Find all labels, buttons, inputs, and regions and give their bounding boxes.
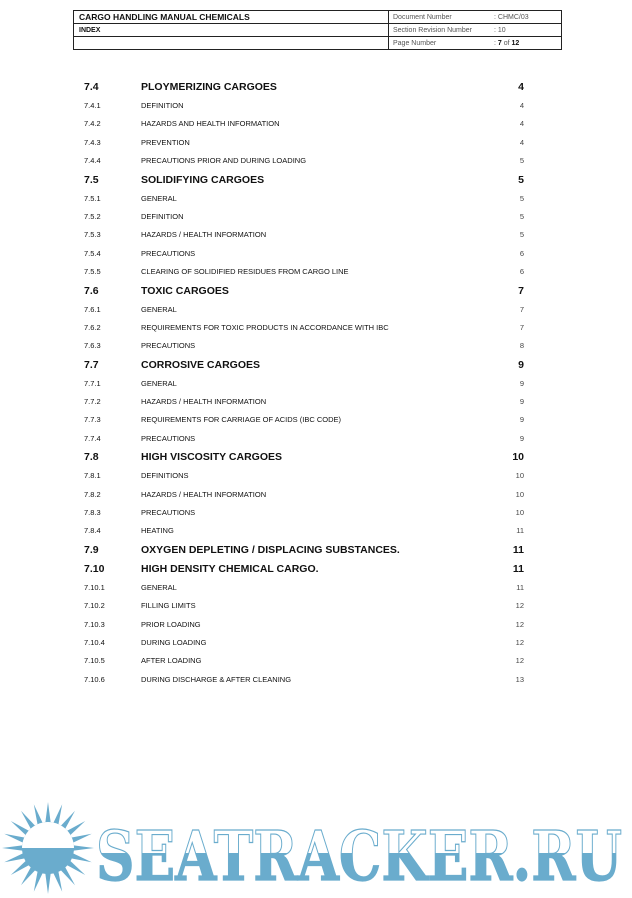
toc-num: 7.7.1	[84, 378, 101, 388]
toc-section[interactable]	[84, 541, 524, 560]
toc-title: DURING DISCHARGE & AFTER CLEANING	[141, 674, 292, 684]
toc-page: 7	[519, 304, 524, 314]
toc-num: 7.6.2	[84, 322, 101, 332]
page-number-label: Page Number	[393, 40, 437, 47]
toc-title: AFTER LOADING	[141, 656, 202, 666]
toc-num: 7.9	[84, 543, 99, 556]
toc-title: GENERAL	[141, 582, 177, 592]
toc-subsection[interactable]	[84, 115, 524, 133]
toc-page: 11	[516, 582, 524, 592]
toc-page: 6	[519, 248, 524, 258]
toc-page: 7	[519, 322, 524, 332]
toc-subsection[interactable]	[84, 671, 524, 689]
toc-subsection[interactable]	[84, 393, 524, 411]
toc-title: PLOYMERIZING CARGOES	[141, 81, 277, 93]
toc-title: HAZARDS / HEALTH INFORMATION	[141, 230, 267, 240]
toc-page: 4	[519, 101, 524, 110]
toc-subsection[interactable]	[84, 97, 524, 115]
toc-num: 7.4.4	[84, 156, 101, 166]
toc-title: DEFINITION	[141, 101, 184, 110]
toc-title: HIGH VISCOSITY CARGOES	[141, 451, 282, 464]
toc-page: 9	[519, 397, 524, 407]
toc-num: 7.7	[84, 358, 99, 371]
toc-page: 4	[518, 81, 524, 93]
doc-number-value: : CHMC/03	[494, 14, 529, 21]
toc-page: 9	[519, 433, 524, 443]
toc-title: PRECAUTIONS	[141, 433, 196, 443]
toc-num: 7.6.3	[84, 341, 101, 351]
toc-subsection[interactable]	[84, 504, 524, 522]
toc-page: 5	[518, 173, 524, 186]
toc-subsection[interactable]	[84, 152, 524, 170]
toc-num: 7.10.4	[84, 637, 105, 647]
toc-subsection[interactable]	[84, 411, 524, 429]
toc-title: PRECAUTIONS PRIOR AND DURING LOADING	[141, 156, 307, 166]
toc-subsection[interactable]	[84, 337, 524, 355]
toc-subsection[interactable]	[84, 226, 524, 244]
sun-icon	[2, 802, 94, 894]
toc-subsection[interactable]	[84, 486, 524, 504]
section-title: INDEX	[79, 27, 101, 34]
toc-title: PRECAUTIONS	[141, 508, 196, 518]
toc-num: 7.10.6	[84, 674, 105, 684]
toc-title: PRIOR LOADING	[141, 619, 201, 629]
toc-section[interactable]	[84, 78, 524, 97]
toc-title: GENERAL	[141, 304, 177, 314]
toc-page: 8	[519, 341, 524, 351]
toc-page: 10	[515, 471, 524, 481]
toc-title: HIGH DENSITY CHEMICAL CARGO.	[141, 562, 319, 575]
toc-num: 7.8.1	[84, 471, 101, 481]
toc-title: PRECAUTIONS	[141, 248, 196, 258]
toc-page: 11	[512, 543, 524, 556]
toc-page: 12	[515, 637, 524, 647]
toc-title: PREVENTION	[141, 137, 190, 147]
toc-title: REQUIREMENTS FOR CARRIAGE OF ACIDS (IBC CODE)	[141, 415, 342, 425]
toc-title: PRECAUTIONS	[141, 341, 196, 351]
toc-subsection[interactable]	[84, 652, 524, 670]
toc-page: 9	[519, 378, 524, 388]
toc-page: 7	[518, 284, 524, 297]
toc-num: 7.8.4	[84, 526, 101, 536]
toc-subsection[interactable]	[84, 190, 524, 208]
table-of-contents	[84, 78, 524, 689]
toc-subsection[interactable]	[84, 134, 524, 152]
toc-subsection[interactable]	[84, 245, 524, 263]
sun-ray	[72, 845, 94, 851]
toc-subsection[interactable]	[84, 301, 524, 319]
doc-number-label: Document Number	[393, 14, 452, 21]
toc-page: 4	[519, 137, 524, 147]
toc-subsection[interactable]	[84, 263, 524, 281]
toc-num: 7.5.1	[84, 193, 101, 203]
toc-num: 7.6	[84, 284, 99, 297]
toc-title: OXYGEN DEPLETING / DISPLACING SUBSTANCES.	[141, 543, 400, 556]
toc-num: 7.6.1	[84, 304, 101, 314]
toc-title: HAZARDS AND HEALTH INFORMATION	[141, 119, 280, 129]
toc-subsection[interactable]	[84, 319, 524, 337]
toc-num: 7.4	[84, 81, 99, 93]
toc-section[interactable]	[84, 356, 524, 375]
toc-num: 7.10.5	[84, 656, 105, 666]
toc-num: 7.8	[84, 451, 99, 464]
toc-num: 7.10.1	[84, 582, 105, 592]
toc-title: DEFINITIONS	[141, 471, 189, 481]
toc-page: 12	[515, 619, 524, 629]
toc-title: GENERAL	[141, 378, 177, 388]
document-header	[73, 10, 562, 50]
toc-page: 12	[515, 656, 524, 666]
toc-page: 11	[512, 562, 524, 575]
toc-title: HEATING	[141, 526, 174, 536]
toc-page: 5	[519, 211, 524, 221]
toc-title: DEFINITION	[141, 211, 184, 221]
toc-subsection[interactable]	[84, 597, 524, 615]
toc-num: 7.10.2	[84, 601, 105, 611]
toc-title: TOXIC CARGOES	[141, 284, 229, 297]
toc-subsection[interactable]	[84, 467, 524, 485]
toc-num: 7.4.2	[84, 119, 101, 129]
toc-title: HAZARDS / HEALTH INFORMATION	[141, 489, 267, 499]
revision-label: Section Revision Number	[393, 27, 472, 34]
toc-num: 7.5	[84, 173, 99, 186]
toc-num: 7.7.2	[84, 397, 101, 407]
toc-title: DURING LOADING	[141, 637, 207, 647]
toc-num: 7.8.2	[84, 489, 101, 499]
manual-title: CARGO HANDLING MANUAL CHEMICALS	[79, 12, 250, 22]
seatracker-watermark-logo	[0, 800, 632, 898]
toc-page: 5	[519, 230, 524, 240]
toc-title: HAZARDS / HEALTH INFORMATION	[141, 397, 267, 407]
sun-ray	[2, 845, 24, 851]
toc-subsection[interactable]	[84, 522, 524, 540]
toc-page: 6	[519, 267, 524, 277]
toc-num: 7.5.5	[84, 267, 101, 277]
toc-page: 10	[515, 489, 524, 499]
toc-page: 9	[518, 358, 524, 371]
toc-num: 7.8.3	[84, 508, 101, 518]
toc-page: 10	[512, 451, 524, 464]
toc-title: GENERAL	[141, 193, 177, 203]
page-number-value: : 7 of 12	[494, 40, 520, 47]
toc-title: SOLIDIFYING CARGOES	[141, 173, 265, 186]
toc-page: 9	[519, 415, 524, 425]
toc-page: 13	[515, 674, 524, 684]
toc-page: 5	[519, 193, 524, 203]
toc-section[interactable]	[84, 560, 524, 579]
toc-num: 7.5.4	[84, 248, 101, 258]
sun-ray	[45, 872, 51, 894]
toc-subsection[interactable]	[84, 208, 524, 226]
toc-page: 5	[519, 156, 524, 166]
toc-title: CORROSIVE CARGOES	[141, 358, 261, 371]
toc-section[interactable]	[84, 448, 524, 467]
toc-subsection[interactable]	[84, 634, 524, 652]
toc-page: 4	[519, 119, 524, 129]
toc-title: REQUIREMENTS FOR TOXIC PRODUCTS IN ACCORDANCE WITH IBC	[141, 322, 389, 332]
toc-num: 7.10	[84, 562, 105, 575]
sun-ray	[45, 802, 51, 824]
toc-num: 7.5.2	[84, 211, 101, 221]
toc-num: 7.4.3	[84, 137, 101, 147]
toc-subsection[interactable]	[84, 616, 524, 634]
toc-section[interactable]	[84, 282, 524, 301]
toc-subsection[interactable]	[84, 430, 524, 448]
toc-num: 7.5.3	[84, 230, 101, 240]
toc-section[interactable]	[84, 171, 524, 190]
toc-num: 7.7.4	[84, 433, 101, 443]
toc-title: CLEARING OF SOLIDIFIED RESIDUES FROM CARGO LINE	[141, 267, 349, 277]
toc-num: 7.4.1	[84, 101, 101, 110]
toc-subsection[interactable]	[84, 375, 524, 393]
toc-page: 12	[515, 601, 524, 611]
toc-title: FILLING LIMITS	[141, 601, 196, 611]
toc-num: 7.7.3	[84, 415, 101, 425]
revision-value: : 10	[494, 27, 506, 34]
toc-num: 7.10.3	[84, 619, 105, 629]
toc-page: 10	[515, 508, 524, 518]
toc-page: 11	[516, 526, 524, 536]
toc-subsection[interactable]	[84, 579, 524, 597]
svg-text:SEATRACKER.RU: SEATRACKER.RU	[96, 817, 622, 897]
